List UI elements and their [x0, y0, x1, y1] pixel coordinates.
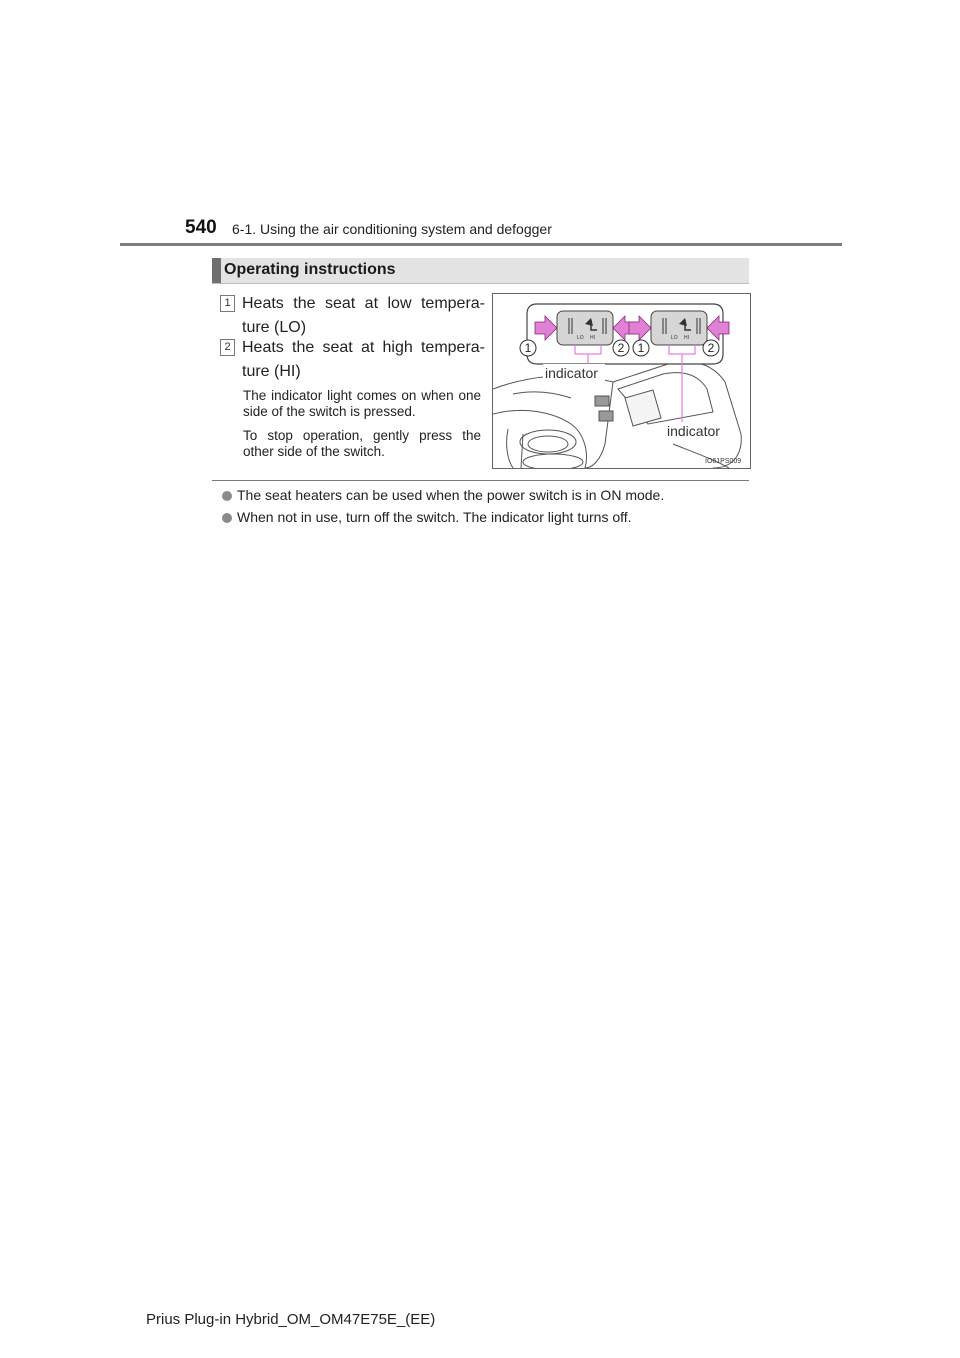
step-1-number: 1 — [220, 295, 235, 312]
indicator-label-left: indicator — [545, 365, 598, 381]
bullet-item-2 — [222, 508, 632, 526]
page-number: 540 — [185, 217, 217, 238]
bullet-text-2: When not in use, turn off the switch. The indicator light turns off. — [237, 509, 632, 525]
section-title: Operating instructions — [224, 261, 396, 278]
seat-heater-illustration — [493, 294, 750, 468]
step-2 — [220, 336, 485, 384]
footer-manual-id: Prius Plug-in Hybrid_OM_OM47E75E_(EE) — [146, 1311, 436, 1328]
seat-heater-figure — [492, 293, 751, 469]
chapter-title: 6-1. Using the air conditioning system and defogger — [232, 221, 552, 237]
bullet-item-1 — [222, 486, 664, 504]
right-switch-hi-label: HI — [684, 335, 689, 341]
step-2-text: Heats the seat at high tempera-ture (HI) — [242, 339, 485, 380]
note-indicator: The indicator light comes on when one side of the switch is pressed. — [243, 388, 481, 419]
note-stop-operation: To stop operation, gently press the other side of the switch. — [243, 428, 481, 459]
section-header — [212, 258, 749, 284]
bullet-dot — [222, 491, 232, 501]
left-switch-hi-label: HI — [590, 335, 595, 341]
step-1-text: Heats the seat at low tempera-ture (LO) — [242, 295, 485, 336]
bullet-dot — [222, 513, 232, 523]
section-divider — [212, 480, 749, 481]
right-switch-lo-label: LO — [671, 335, 678, 341]
callout-2-left: 2 — [617, 341, 625, 355]
left-switch-lo-label: LO — [577, 335, 584, 341]
section-accent — [212, 258, 221, 283]
header-rule — [120, 243, 842, 246]
bullet-text-1: The seat heaters can be used when the power switch is in ON mode. — [237, 487, 665, 503]
callout-2-right: 2 — [707, 341, 715, 355]
callout-1-left: 1 — [524, 341, 532, 355]
callout-1-right: 1 — [637, 341, 645, 355]
figure-code: IO61PS009 — [705, 458, 742, 465]
step-2-number: 2 — [220, 339, 235, 356]
step-1 — [220, 292, 485, 340]
indicator-label-right: indicator — [667, 423, 720, 439]
